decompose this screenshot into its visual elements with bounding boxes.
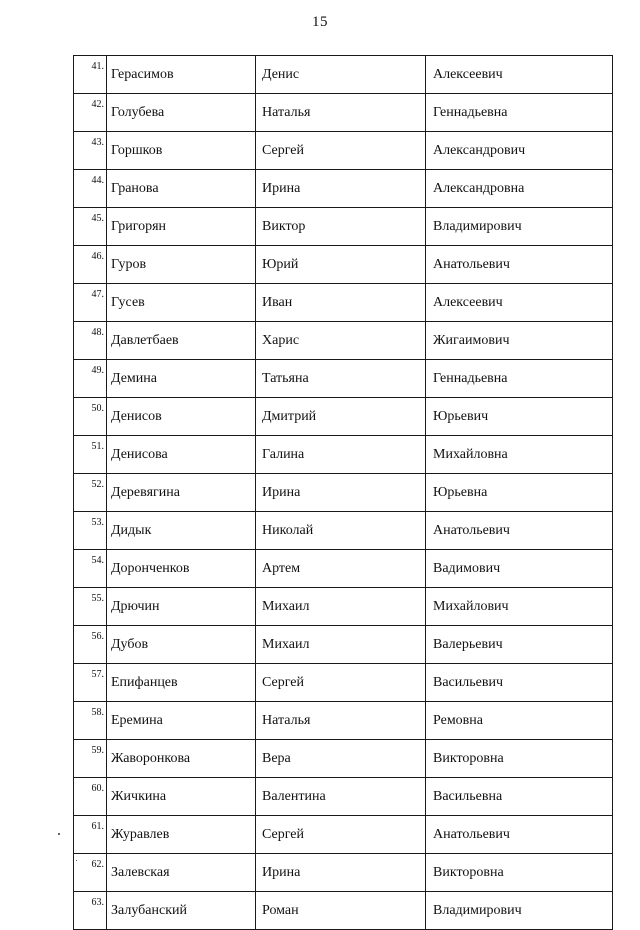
- patronymic-cell: Алексеевич: [426, 284, 613, 322]
- table-row: [74, 740, 613, 778]
- table-row: [74, 854, 613, 892]
- patronymic-cell: Владимирович: [426, 892, 613, 930]
- scan-speck: [76, 860, 77, 861]
- patronymic-cell: Анатольевич: [426, 512, 613, 550]
- last-name-cell: Дубов: [107, 626, 256, 664]
- table-row: [74, 474, 613, 512]
- patronymic-cell: Геннадьевна: [426, 94, 613, 132]
- first-name-cell: Вера: [256, 740, 426, 778]
- patronymic-cell: Юрьевич: [426, 398, 613, 436]
- first-name-cell: Татьяна: [256, 360, 426, 398]
- first-name-cell: Сергей: [256, 664, 426, 702]
- patronymic-cell: Юрьевна: [426, 474, 613, 512]
- patronymic-cell: Геннадьевна: [426, 360, 613, 398]
- row-number: 57.: [74, 664, 107, 702]
- last-name-cell: Дрючин: [107, 588, 256, 626]
- patronymic-cell: Михайловна: [426, 436, 613, 474]
- last-name-cell: Журавлев: [107, 816, 256, 854]
- last-name-cell: Жаворонкова: [107, 740, 256, 778]
- last-name-cell: Залубанский: [107, 892, 256, 930]
- first-name-cell: Галина: [256, 436, 426, 474]
- table-row: [74, 94, 613, 132]
- last-name-cell: Еремина: [107, 702, 256, 740]
- patronymic-cell: Алексеевич: [426, 56, 613, 94]
- first-name-cell: Роман: [256, 892, 426, 930]
- first-name-cell: Михаил: [256, 588, 426, 626]
- table-row: [74, 702, 613, 740]
- first-name-cell: Сергей: [256, 132, 426, 170]
- row-number: 45.: [74, 208, 107, 246]
- table-row: [74, 398, 613, 436]
- patronymic-cell: Викторовна: [426, 740, 613, 778]
- last-name-cell: Деревягина: [107, 474, 256, 512]
- table-row: [74, 512, 613, 550]
- patronymic-cell: Викторовна: [426, 854, 613, 892]
- row-number: 41.: [74, 56, 107, 94]
- table-row: [74, 588, 613, 626]
- last-name-cell: Доронченков: [107, 550, 256, 588]
- table-row: [74, 322, 613, 360]
- patronymic-cell: Жигаимович: [426, 322, 613, 360]
- first-name-cell: Ирина: [256, 170, 426, 208]
- last-name-cell: Дидык: [107, 512, 256, 550]
- names-table: [73, 55, 613, 930]
- last-name-cell: Герасимов: [107, 56, 256, 94]
- row-number: 54.: [74, 550, 107, 588]
- last-name-cell: Гусев: [107, 284, 256, 322]
- last-name-cell: Гуров: [107, 246, 256, 284]
- last-name-cell: Денисова: [107, 436, 256, 474]
- first-name-cell: Сергей: [256, 816, 426, 854]
- row-number: 49.: [74, 360, 107, 398]
- last-name-cell: Жичкина: [107, 778, 256, 816]
- last-name-cell: Епифанцев: [107, 664, 256, 702]
- first-name-cell: Михаил: [256, 626, 426, 664]
- row-number: 62.: [74, 854, 107, 892]
- table-row: [74, 208, 613, 246]
- first-name-cell: Харис: [256, 322, 426, 360]
- page-number: 15: [312, 14, 328, 30]
- last-name-cell: Гранова: [107, 170, 256, 208]
- first-name-cell: Денис: [256, 56, 426, 94]
- patronymic-cell: Валерьевич: [426, 626, 613, 664]
- row-number: 51.: [74, 436, 107, 474]
- patronymic-cell: Васильевна: [426, 778, 613, 816]
- patronymic-cell: Владимирович: [426, 208, 613, 246]
- patronymic-cell: Анатольевич: [426, 816, 613, 854]
- row-number: 58.: [74, 702, 107, 740]
- table-row: [74, 170, 613, 208]
- row-number: 52.: [74, 474, 107, 512]
- first-name-cell: Дмитрий: [256, 398, 426, 436]
- table-row: [74, 246, 613, 284]
- first-name-cell: Ирина: [256, 854, 426, 892]
- row-number: 63.: [74, 892, 107, 930]
- last-name-cell: Денисов: [107, 398, 256, 436]
- row-number: 43.: [74, 132, 107, 170]
- table-row: [74, 284, 613, 322]
- table-row: [74, 360, 613, 398]
- row-number: 48.: [74, 322, 107, 360]
- table-row: [74, 56, 613, 94]
- first-name-cell: Ирина: [256, 474, 426, 512]
- first-name-cell: Виктор: [256, 208, 426, 246]
- patronymic-cell: Ремовна: [426, 702, 613, 740]
- scan-speck: [58, 833, 60, 835]
- names-table-body: [74, 56, 613, 930]
- table-row: [74, 816, 613, 854]
- first-name-cell: Юрий: [256, 246, 426, 284]
- table-row: [74, 436, 613, 474]
- first-name-cell: Валентина: [256, 778, 426, 816]
- patronymic-cell: Васильевич: [426, 664, 613, 702]
- row-number: 50.: [74, 398, 107, 436]
- last-name-cell: Голубева: [107, 94, 256, 132]
- patronymic-cell: Анатольевич: [426, 246, 613, 284]
- row-number: 60.: [74, 778, 107, 816]
- first-name-cell: Наталья: [256, 94, 426, 132]
- table-row: [74, 892, 613, 930]
- row-number: 61.: [74, 816, 107, 854]
- row-number: 53.: [74, 512, 107, 550]
- patronymic-cell: Александровна: [426, 170, 613, 208]
- row-number: 59.: [74, 740, 107, 778]
- first-name-cell: Иван: [256, 284, 426, 322]
- last-name-cell: Давлетбаев: [107, 322, 256, 360]
- table-row: [74, 664, 613, 702]
- last-name-cell: Горшков: [107, 132, 256, 170]
- patronymic-cell: Вадимович: [426, 550, 613, 588]
- last-name-cell: Демина: [107, 360, 256, 398]
- row-number: 56.: [74, 626, 107, 664]
- table-row: [74, 550, 613, 588]
- table-row: [74, 132, 613, 170]
- table-row: [74, 626, 613, 664]
- last-name-cell: Григорян: [107, 208, 256, 246]
- row-number: 55.: [74, 588, 107, 626]
- row-number: 46.: [74, 246, 107, 284]
- patronymic-cell: Александрович: [426, 132, 613, 170]
- patronymic-cell: Михайлович: [426, 588, 613, 626]
- first-name-cell: Артем: [256, 550, 426, 588]
- row-number: 44.: [74, 170, 107, 208]
- last-name-cell: Залевская: [107, 854, 256, 892]
- row-number: 47.: [74, 284, 107, 322]
- first-name-cell: Николай: [256, 512, 426, 550]
- row-number: 42.: [74, 94, 107, 132]
- table-row: [74, 778, 613, 816]
- first-name-cell: Наталья: [256, 702, 426, 740]
